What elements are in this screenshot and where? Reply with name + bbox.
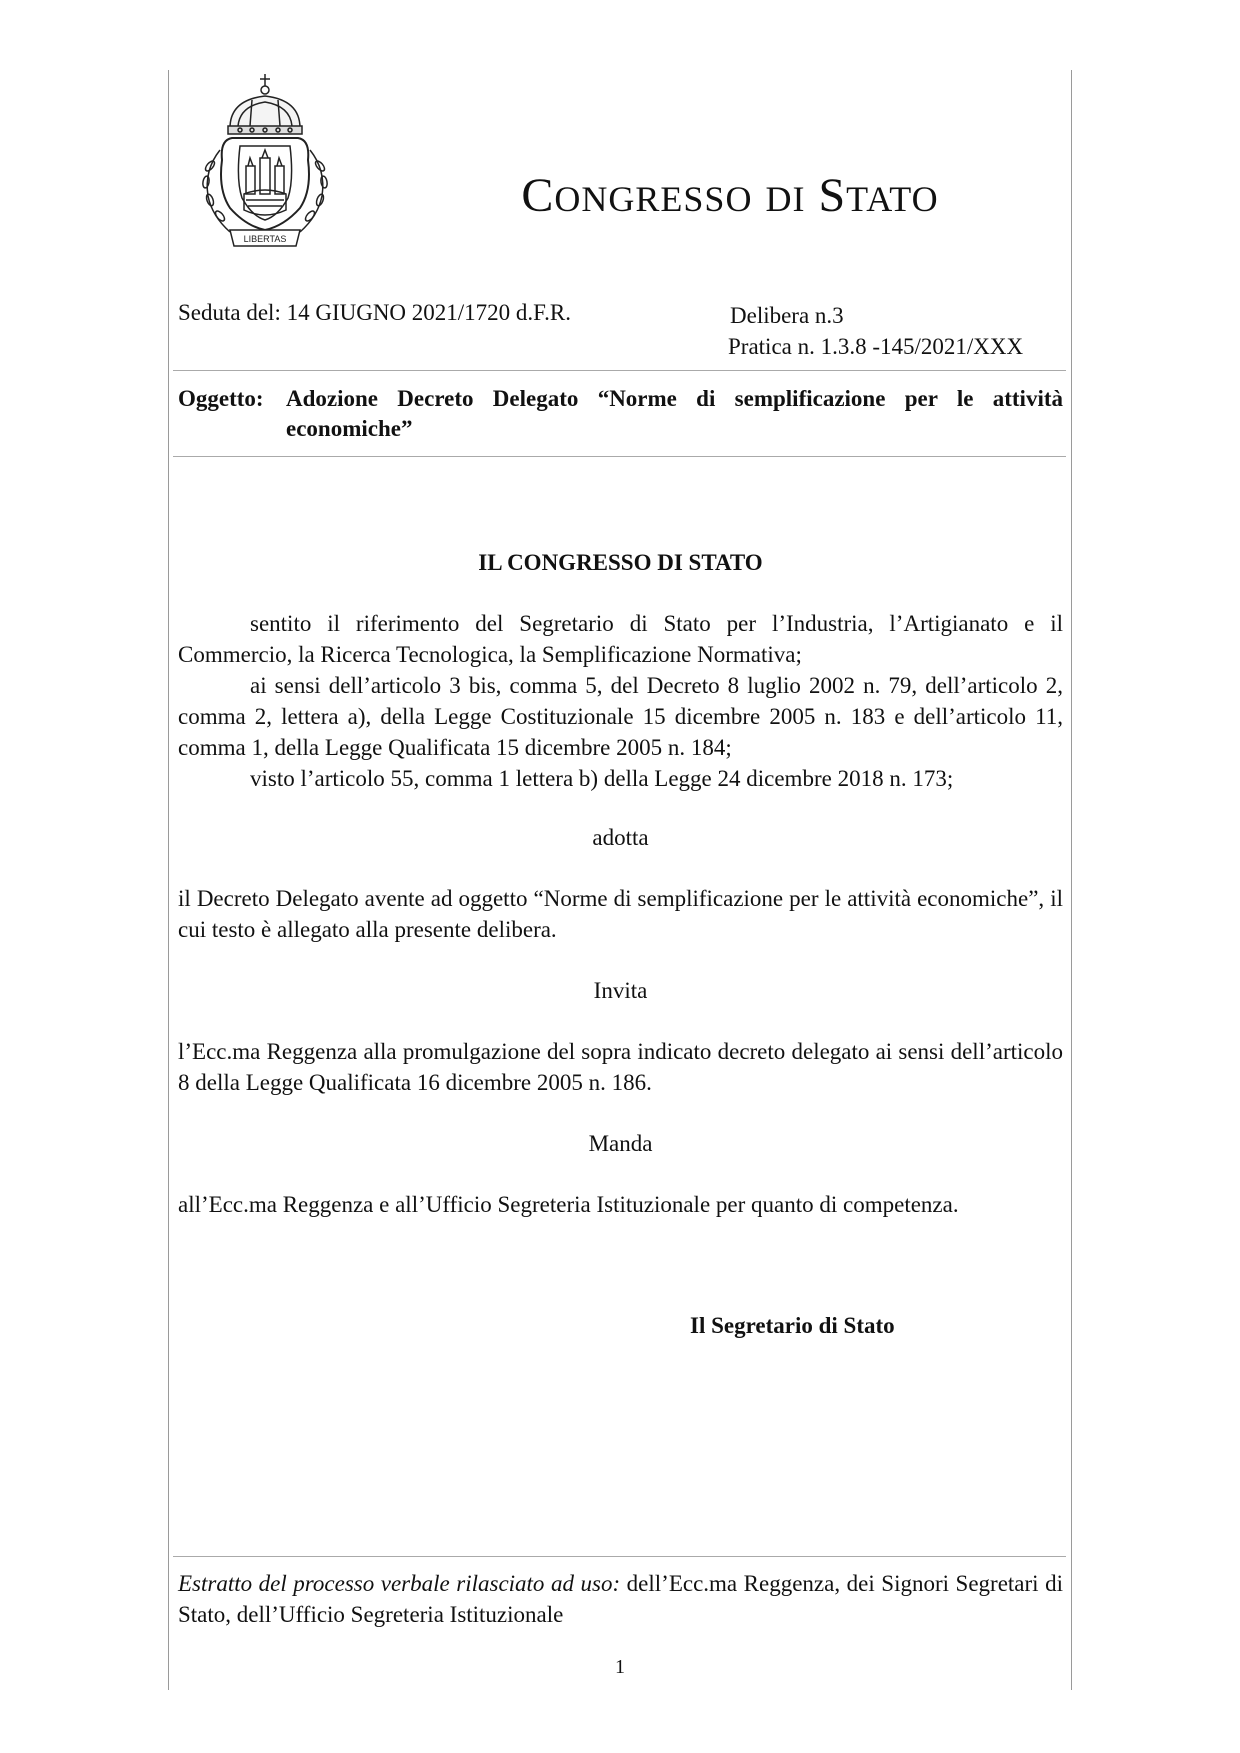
footer-note — [178, 1568, 1063, 1630]
invita-word: Invita — [593, 978, 648, 1003]
session-date: Seduta del: 14 GIUGNO 2021/1720 d.F.R. — [178, 300, 571, 325]
meta-right-block — [730, 300, 1023, 362]
body-heading: IL CONGRESSO DI STATO — [478, 550, 763, 575]
invita-text: l’Ecc.ma Reggenza alla promulgazione del sopra indicato decreto delegato ai sensi dell’articolo 8 della Legge Qualificata 16 dicembre 2005 n. 186. — [178, 1039, 1063, 1095]
divider-top — [173, 370, 1066, 371]
page-number: 1 — [615, 1656, 625, 1678]
subject-label: Oggetto: — [178, 386, 264, 411]
manda-word: Manda — [588, 1131, 653, 1156]
footer-text: dell’Ecc.ma Reggenza, dei Signori Segretari di Stato, dell’Ufficio Segreteria Istituzionale — [178, 1571, 1063, 1627]
divider-footer — [173, 1556, 1066, 1557]
right-margin-rule — [1071, 70, 1072, 1690]
pratica-number: Pratica n. 1.3.8 -145/2021/XXX — [728, 334, 1024, 359]
preamble-block — [178, 608, 1063, 794]
signature: Il Segretario di Stato — [690, 1313, 895, 1338]
preamble-paragraph: ai sensi dell’articolo 3 bis, comma 5, del Decreto 8 luglio 2002 n. 79, dell’articolo 2, comma 2, lettera a), della Legge Costituzionale 15 dicembre 2005 n. 183 e dell’articolo 11, comma 1, della Legge Qualificata 15 dicembre 2005 n. 184; — [178, 673, 1063, 760]
manda-text: all’Ecc.ma Reggenza e all’Ufficio Segreteria Istituzionale per quanto di competenza. — [178, 1192, 959, 1217]
preamble-paragraph: sentito il riferimento del Segretario di Stato per l’Industria, l’Artigianato e il Commercio, la Ricerca Tecnologica, la Semplificazione Normativa; — [178, 611, 1063, 667]
left-margin-rule — [168, 70, 169, 1690]
delibera-number: Delibera n.3 — [730, 303, 844, 328]
preamble-paragraph: visto l’articolo 55, comma 1 lettera b) della Legge 24 dicembre 2018 n. 173; — [250, 766, 954, 791]
emblem-motto: LIBERTAS — [243, 234, 287, 244]
adotta-word: adotta — [592, 825, 649, 850]
adotta-text: il Decreto Delegato avente ad oggetto “Norme di semplificazione per le attività economiche”, il cui testo è allegato alla presente delibera. — [178, 886, 1063, 942]
subject-block — [178, 384, 1063, 444]
coat-of-arms-emblem — [190, 70, 340, 260]
subject-text: Adozione Decreto Delegato “Norme di semplificazione per le attività economiche” — [286, 386, 1063, 441]
document-title: CONGRESSO DI STATO — [521, 169, 939, 222]
footer-italic: Estratto del processo verbale rilasciato ad uso: — [178, 1571, 621, 1596]
divider-subject — [173, 456, 1066, 457]
